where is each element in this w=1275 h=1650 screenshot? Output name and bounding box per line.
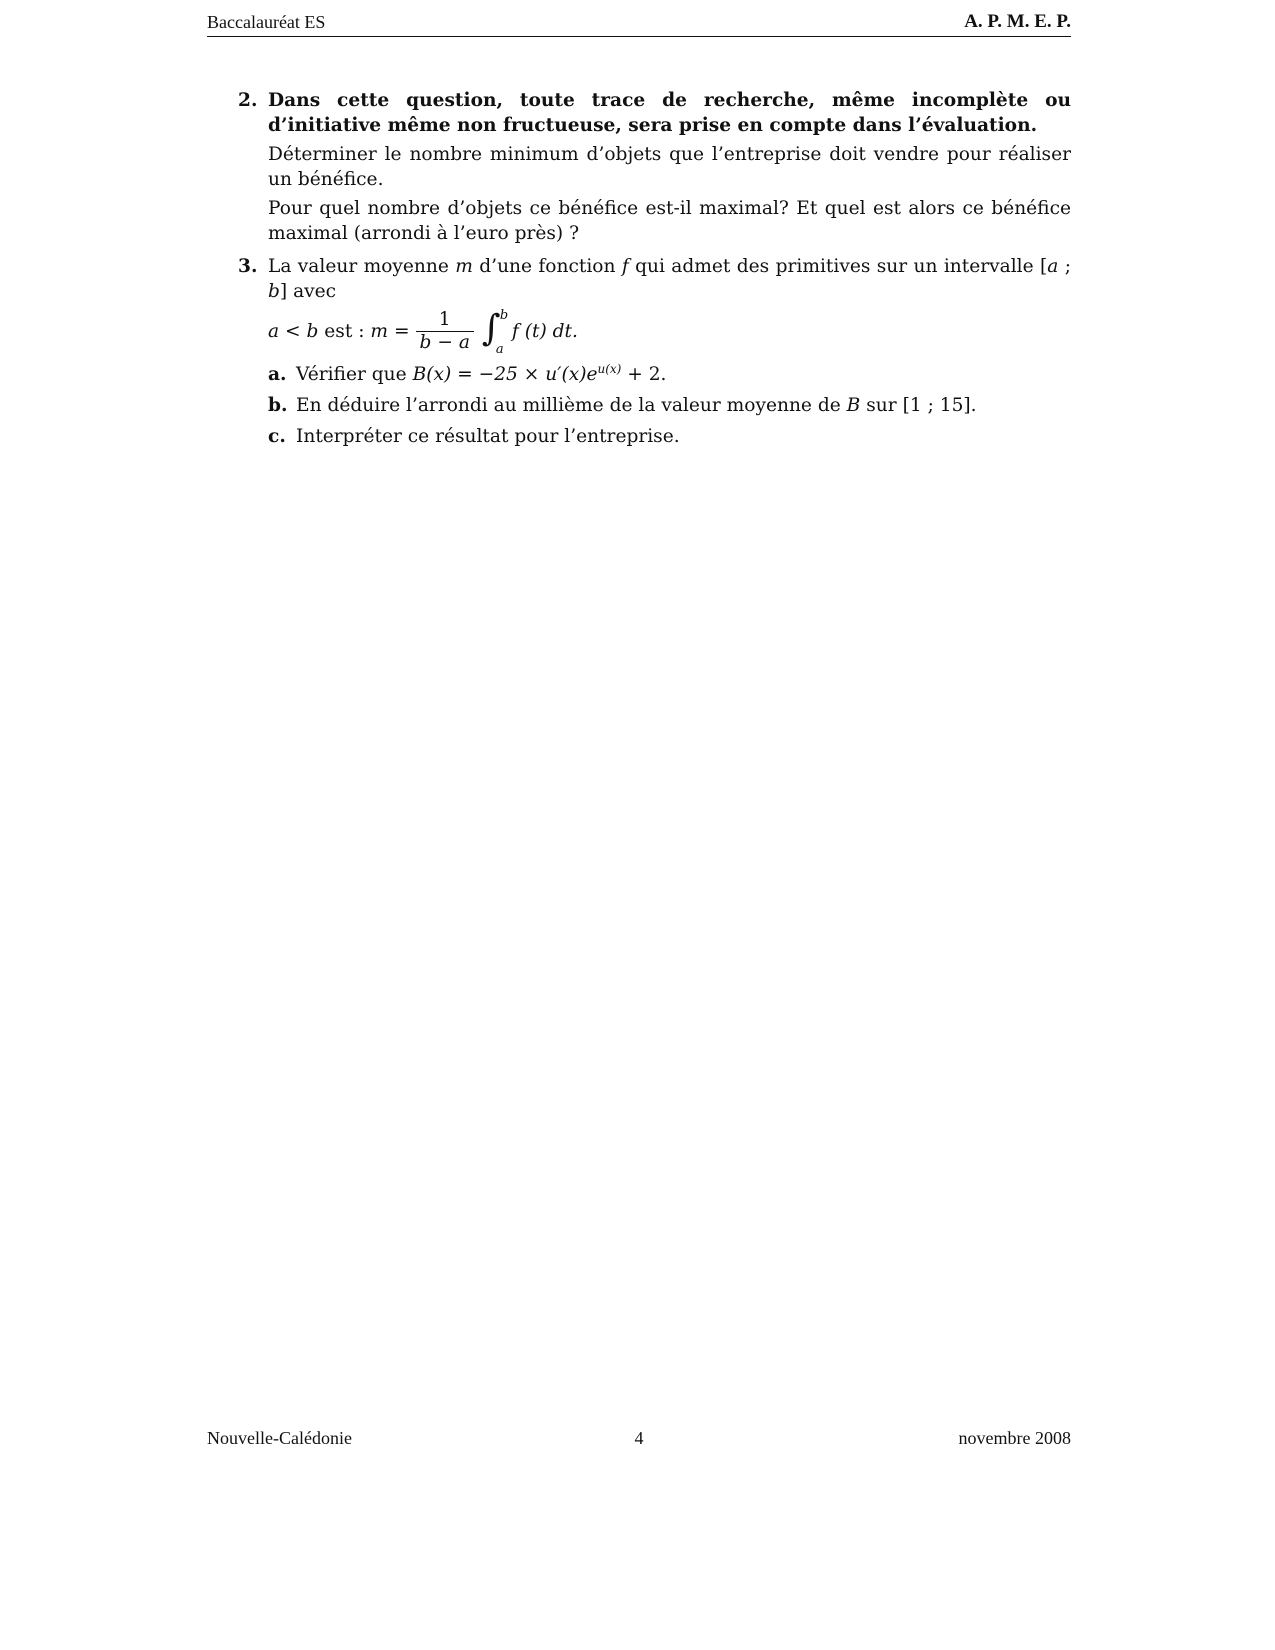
intro-var-m: m [455,256,473,277]
question-3c-text: Interpréter ce résultat pour l’entreprise. [296,426,680,447]
question-3a-text: Vérifier que [296,364,413,385]
mean-value-formula [268,306,1071,356]
question-2 [238,88,1071,246]
question-3 [238,254,1071,449]
question-3-number: 3. [238,256,258,277]
intro-text: ] avec [279,281,337,302]
question-3b [268,393,1071,418]
question-2-number: 2. [238,90,258,111]
question-3a-formula: B(x) = −25 × u′(x)e [412,364,598,385]
intro-var-f: f [621,256,629,277]
integrand: f (t) dt. [511,320,578,342]
question-3b-label: b. [268,395,288,416]
question-3b-text-end: sur [1 ; 15]. [860,395,977,416]
page-header [207,10,1071,37]
question-2-paragraph-1: Déterminer le nombre minimum d’objets que l’entreprise doit vendre pour réaliser un bénéfice. [268,144,1071,190]
question-3a [268,362,1071,387]
footer-page-number: 4 [634,1428,644,1448]
question-3b-text: En déduire l’arrondi au millième de la valeur moyenne de [296,395,847,416]
intro-text: d’une fonction [472,256,622,277]
question-2-instruction: Dans cette question, toute trace de recherche, même incomplète ou d’initiative même non fructueuse, sera prise en compte dans l’évaluation. [268,90,1071,136]
formula-condition: a < b [268,320,319,342]
integral-lower-bound: a [495,342,504,357]
integral-sign: ∫ b a [480,307,508,355]
integral-upper-bound: b [499,308,509,323]
fraction-numerator: 1 [438,308,451,330]
footer-location: Nouvelle-Calédonie [207,1428,352,1448]
page-footer [207,1428,1071,1452]
intro-text: La valeur moyenne [268,256,456,277]
intro-text: qui admet des primitives sur un intervalle [ [628,256,1048,277]
question-3c [268,424,1071,449]
intro-var-b: b [268,281,280,302]
footer-date: novembre 2008 [958,1428,1071,1448]
fraction-denominator: b − a [419,331,470,353]
question-3c-label: c. [268,426,286,447]
question-3a-label: a. [268,364,287,385]
question-3-intro [268,254,1071,304]
question-3a-tail: + 2. [621,364,667,385]
question-3a-exponent: u(x) [597,361,622,376]
formula-m: m = [370,320,410,342]
header-exam-title: Baccalauréat ES [207,12,326,32]
intro-text: ; [1058,256,1071,277]
question-3b-var: B [846,395,861,416]
fraction [416,309,474,354]
formula-est: est : [318,320,371,342]
header-apmep: A. P. M. E. P. [964,11,1071,32]
intro-var-a: a [1047,256,1059,277]
question-2-paragraph-2: Pour quel nombre d’objets ce bénéfice est-il maximal? Et quel est alors ce bénéfice maximal (arrondi à l’euro près) ? [268,198,1071,244]
document-body [238,88,1071,455]
